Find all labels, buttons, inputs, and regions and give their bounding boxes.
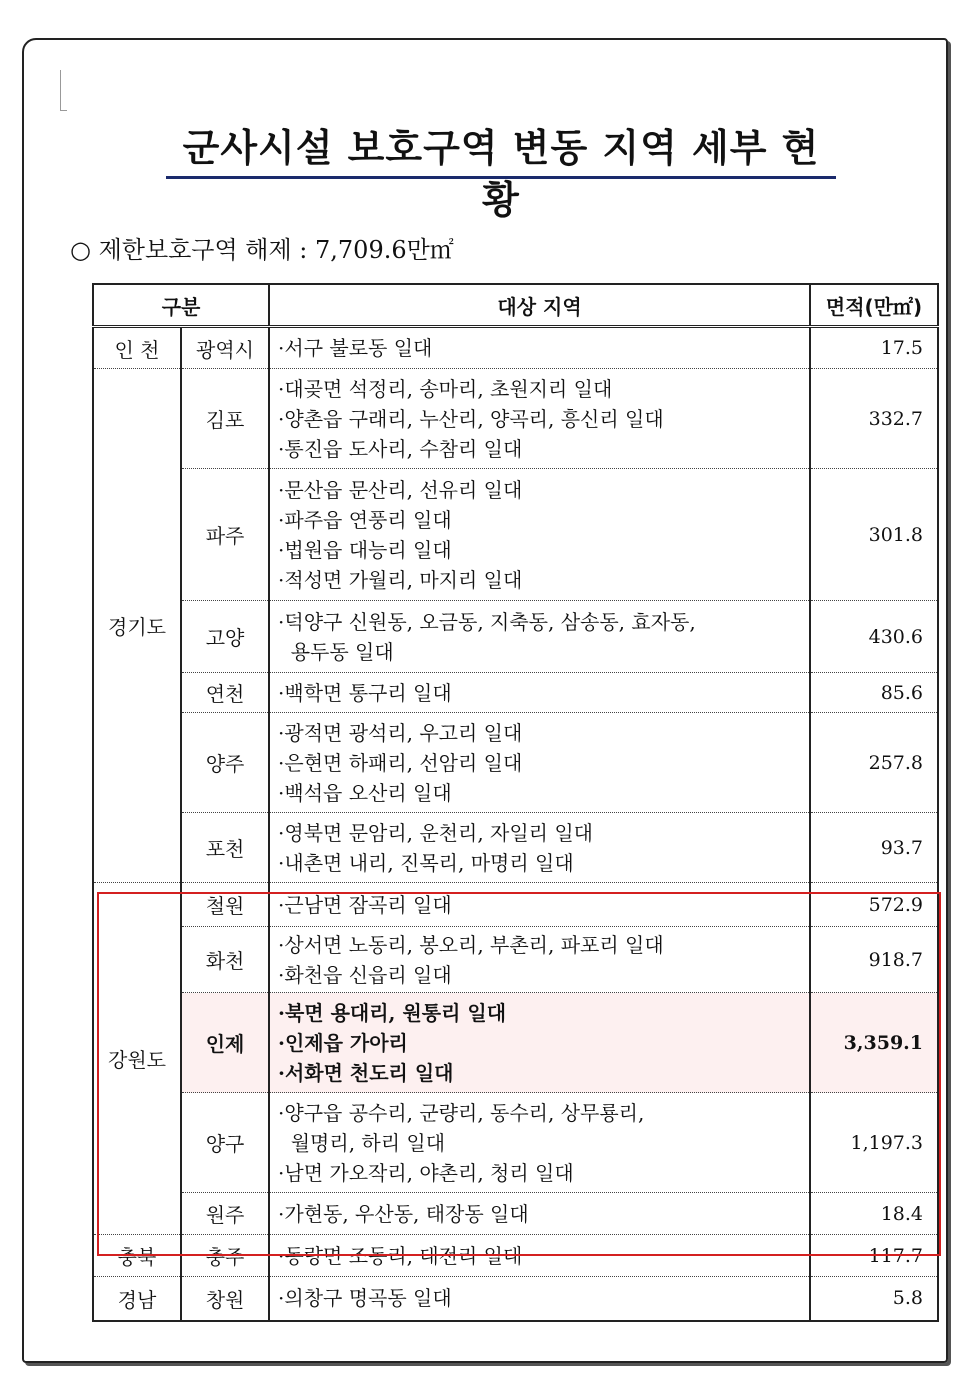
region-cell <box>269 1193 810 1235</box>
region-line: ·통진읍 도사리, 수참리 일대 <box>278 436 523 461</box>
region-line: ·대곶면 석정리, 송마리, 초원지리 일대 <box>278 376 613 401</box>
region-line: ·양촌읍 구래리, 누산리, 양곡리, 흥신리 일대 <box>278 406 664 431</box>
region-cell <box>269 813 810 883</box>
city-cell: 파주 <box>181 469 269 601</box>
region-line: ·법원읍 대능리 일대 <box>278 537 452 562</box>
table-row <box>93 883 938 927</box>
area-cell: 257.8 <box>810 713 938 813</box>
region-line: ·서화면 천도리 일대 <box>278 1060 454 1085</box>
city-cell: 광역시 <box>181 327 269 369</box>
table-row <box>93 601 938 673</box>
table-row <box>93 1277 938 1321</box>
area-cell: 5.8 <box>810 1277 938 1321</box>
region-line: 월명리, 하리 일대 <box>278 1130 446 1155</box>
region-line: ·광적면 광석리, 우고리 일대 <box>278 720 523 745</box>
city-cell: 충주 <box>181 1235 269 1277</box>
region-line: ·덕양구 신원동, 오금동, 지축동, 삼송동, 효자동, <box>278 609 696 634</box>
region-line: ·서구 불로동 일대 <box>278 336 433 360</box>
region-cell <box>269 369 810 469</box>
region-line: ·인제읍 가아리 <box>278 1030 408 1055</box>
city-cell: 포천 <box>181 813 269 883</box>
area-cell: 301.8 <box>810 469 938 601</box>
city-cell: 김포 <box>181 369 269 469</box>
region-line: ·화천읍 신읍리 일대 <box>278 962 452 987</box>
region-cell <box>269 1235 810 1277</box>
area-cell: 85.6 <box>810 673 938 713</box>
region-line: ·파주읍 연풍리 일대 <box>278 507 452 532</box>
table-row <box>93 469 938 601</box>
region-line: 용두동 일대 <box>278 639 394 664</box>
city-cell: 양주 <box>181 713 269 813</box>
region-line: ·북면 용대리, 원통리 일대 <box>278 1000 507 1025</box>
region-line: ·적성면 가월리, 마지리 일대 <box>278 567 523 592</box>
region-cell <box>269 1093 810 1193</box>
city-cell: 양구 <box>181 1093 269 1193</box>
region-cell <box>269 883 810 927</box>
table-row <box>93 927 938 993</box>
table-row <box>93 369 938 469</box>
region-line: ·의창구 명곡동 일대 <box>278 1286 452 1311</box>
header-area: 면적(만㎡) <box>810 284 938 327</box>
region-line: ·남면 가오작리, 야촌리, 청리 일대 <box>278 1160 574 1185</box>
header-category: 구분 <box>93 284 269 327</box>
region-line: ·백학면 통구리 일대 <box>278 680 452 705</box>
table-row <box>93 1093 938 1193</box>
area-table <box>92 283 939 1322</box>
region-line: ·문산읍 문산리, 선유리 일대 <box>278 477 523 502</box>
city-cell: 연천 <box>181 673 269 713</box>
title-underline <box>166 176 836 179</box>
table-row <box>93 327 938 369</box>
area-cell: 17.5 <box>810 327 938 369</box>
table-row <box>93 713 938 813</box>
table-row <box>93 1235 938 1277</box>
city-cell: 철원 <box>181 883 269 927</box>
page-title: 군사시설 보호구역 변동 지역 세부 현황 <box>182 126 820 222</box>
city-cell: 원주 <box>181 1193 269 1235</box>
region-cell <box>269 601 810 673</box>
region-line: ·은현면 하패리, 선암리 일대 <box>278 750 523 775</box>
city-cell: 인제 <box>181 993 269 1093</box>
region-line: ·상서면 노동리, 봉오리, 부촌리, 파포리 일대 <box>278 932 664 957</box>
province-cell: 경기도 <box>93 369 181 883</box>
region-line: ·백석읍 오산리 일대 <box>278 780 452 805</box>
table-row <box>93 673 938 713</box>
area-cell: 430.6 <box>810 601 938 673</box>
city-cell: 화천 <box>181 927 269 993</box>
province-cell: 인 천 <box>93 327 181 369</box>
area-cell: 18.4 <box>810 1193 938 1235</box>
area-cell: 93.7 <box>810 813 938 883</box>
header-region: 대상 지역 <box>269 284 810 327</box>
region-cell <box>269 469 810 601</box>
section-subtitle: ○ 제한보호구역 해제 : 7,709.6만㎡ <box>70 236 454 264</box>
region-cell <box>269 1277 810 1321</box>
table-header-row <box>93 284 938 327</box>
region-cell <box>269 327 810 369</box>
area-cell: 918.7 <box>810 927 938 993</box>
region-line: ·동량면 조동리, 대전리 일대 <box>278 1243 523 1268</box>
corner-mark <box>60 70 67 111</box>
table-row <box>93 993 938 1093</box>
region-cell <box>269 993 810 1093</box>
region-cell <box>269 927 810 993</box>
region-cell <box>269 713 810 813</box>
area-cell: 572.9 <box>810 883 938 927</box>
area-cell: 3,359.1 <box>810 993 938 1093</box>
province-cell: 충북 <box>93 1235 181 1277</box>
region-line: ·영북면 문암리, 운천리, 자일리 일대 <box>278 820 593 845</box>
city-cell: 고양 <box>181 601 269 673</box>
area-cell: 1,197.3 <box>810 1093 938 1193</box>
region-line: ·가현동, 우산동, 태장동 일대 <box>278 1201 529 1226</box>
region-line: ·양구읍 공수리, 군량리, 동수리, 상무룡리, <box>278 1100 645 1125</box>
city-cell: 창원 <box>181 1277 269 1321</box>
region-line: ·근남면 잠곡리 일대 <box>278 892 452 917</box>
province-cell: 강원도 <box>93 883 181 1235</box>
area-cell: 117.7 <box>810 1235 938 1277</box>
region-line: ·내촌면 내리, 진목리, 마명리 일대 <box>278 850 574 875</box>
region-cell <box>269 673 810 713</box>
province-cell: 경남 <box>93 1277 181 1321</box>
table-row <box>93 813 938 883</box>
table-row <box>93 1193 938 1235</box>
area-cell: 332.7 <box>810 369 938 469</box>
